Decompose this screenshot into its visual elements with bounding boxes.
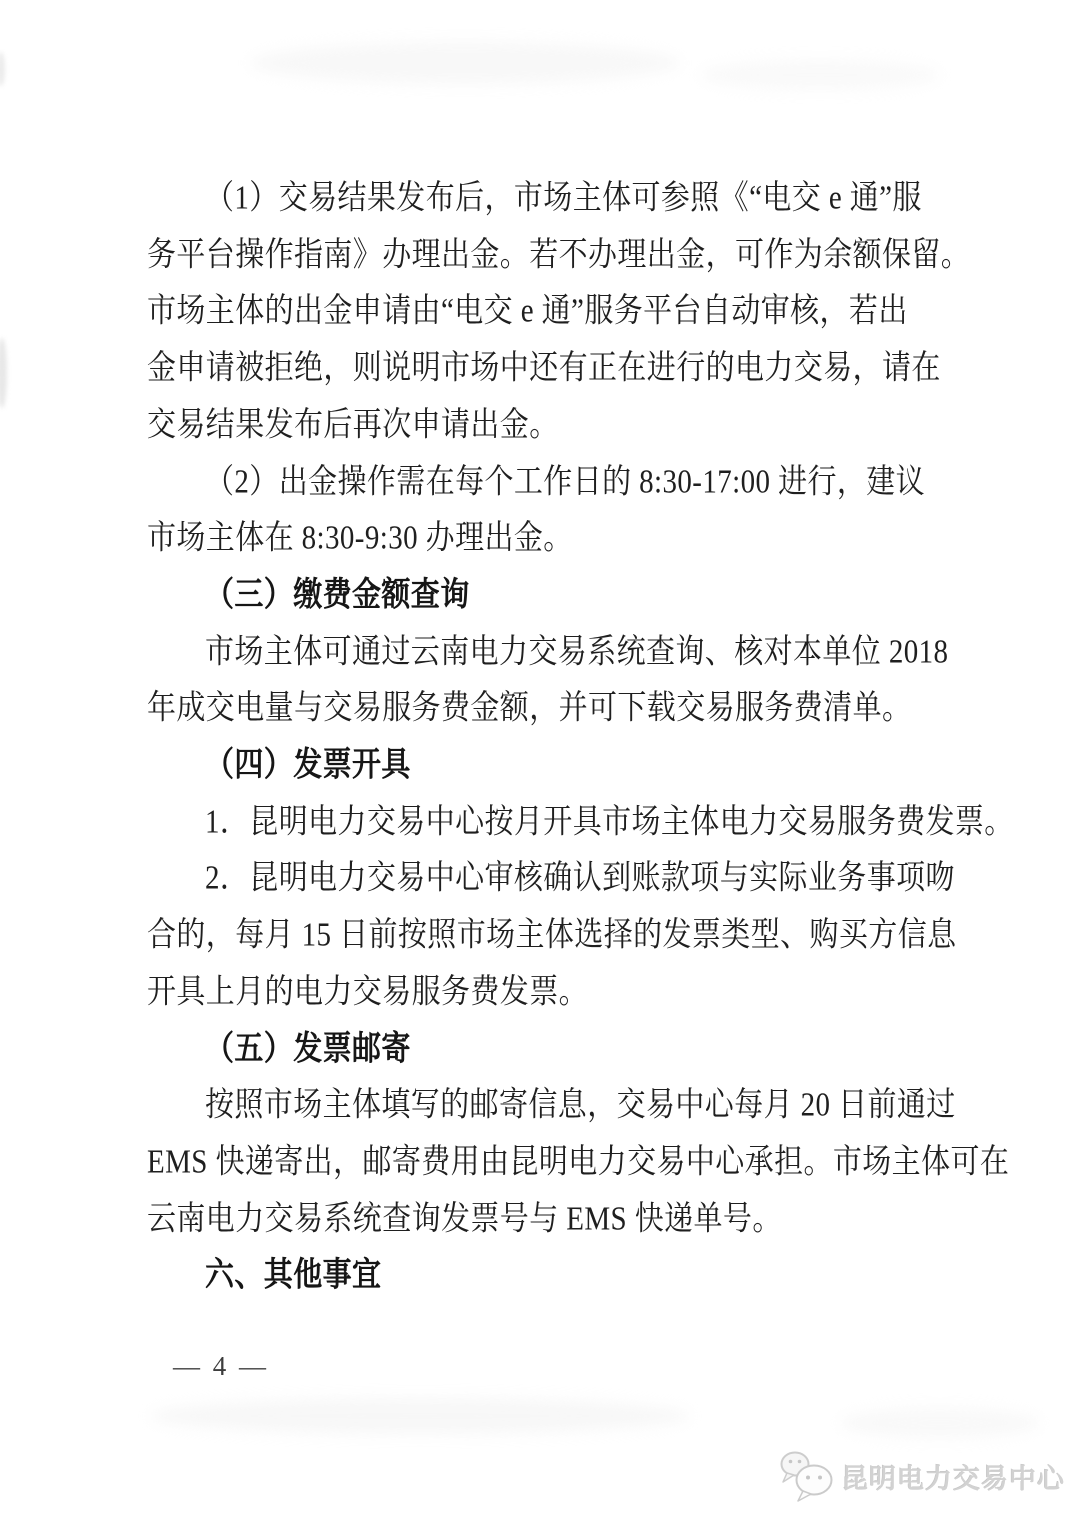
chat-bubbles-icon [778, 1449, 834, 1503]
scan-artifact [700, 60, 940, 90]
document-body [147, 170, 1014, 1304]
paragraph-line: （1）交易结果发布后，市场主体可参照《“电交 e 通”服 [205, 179, 922, 217]
paragraph-line: 市场主体的出金申请由“电交 e 通”服务平台自动审核，若出 [147, 292, 908, 330]
paragraph-line: 年成交电量与交易服务费金额，并可下载交易服务费清单。 [147, 689, 912, 727]
paragraph-line: 交易结果发布后再次申请出金。 [147, 406, 559, 444]
paragraph-line: EMS 快递寄出，邮寄费用由昆明电力交易中心承担。市场主体可在 [147, 1143, 1010, 1181]
paragraph-line: 市场主体可通过云南电力交易系统查询、核对本单位 2018 [205, 633, 949, 671]
paragraph-line: 按照市场主体填写的邮寄信息，交易中心每月 20 日前通过 [205, 1086, 956, 1124]
scan-artifact [0, 338, 7, 408]
paragraph-line: 市场主体在 8:30-9:30 办理出金。 [147, 519, 573, 557]
paragraph-line: 1．昆明电力交易中心按月开具市场主体电力交易服务费发票。 [205, 803, 1014, 841]
section-heading: （三）缴费金额查询 [205, 576, 470, 614]
scan-artifact [250, 42, 680, 84]
paragraph-line: （2）出金操作需在每个工作日的 8:30-17:00 进行，建议 [205, 462, 926, 501]
paragraph-line: 云南电力交易系统查询发票号与 EMS 快递单号。 [147, 1200, 782, 1238]
paragraph-line: 务平台操作指南》办理出金。若不办理出金，可作为余额保留。 [147, 236, 971, 274]
paragraph-line: 合的，每月 15 日前按照市场主体选择的发票类型、购买方信息 [147, 916, 957, 954]
section-heading: （五）发票邮寄 [205, 1029, 411, 1068]
paragraph-line: 2．昆明电力交易中心审核确认到账款项与实际业务事项吻 [205, 859, 955, 897]
footer-logo-text: 昆明电力交易中心 [841, 1463, 1065, 1494]
footer-watermark [778, 1449, 1065, 1503]
section-heading: （四）发票开具 [205, 746, 411, 784]
scan-artifact [840, 1408, 1040, 1438]
paragraph-line: 开具上月的电力交易服务费发票。 [147, 973, 589, 1011]
scan-artifact [0, 52, 5, 86]
scan-artifact [150, 1398, 690, 1434]
paragraph-line: 金申请被拒绝，则说明市场中还有正在进行的电力交易，请在 [147, 349, 941, 387]
chapter-heading: 六、其他事宜 [205, 1256, 382, 1294]
page-number: — 4 — [173, 1351, 269, 1381]
